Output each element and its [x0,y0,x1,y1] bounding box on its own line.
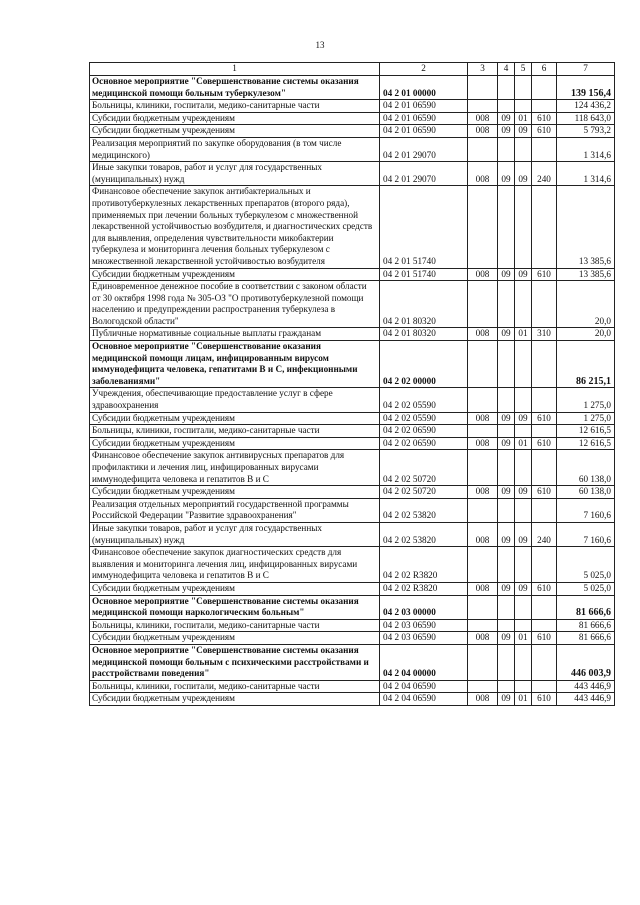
table-header-row [90,63,615,76]
row-subsection: 09 [515,268,532,281]
row-description: Реализация мероприятий по закупке оборудования (в том числе медицинского) [90,137,380,161]
row-subsection [515,137,532,161]
row-description: Основное мероприятие "Совершенствование системы оказания медицинской помощи больным туберкулезом" [90,76,380,100]
row-expense-type: 240 [532,162,557,186]
table-row [90,137,615,161]
row-section [498,595,515,619]
row-ministry: 008 [468,412,498,425]
row-section [498,680,515,693]
table-row [90,341,615,388]
row-ministry [468,137,498,161]
row-section [498,76,515,100]
row-section: 09 [498,268,515,281]
row-code: 04 2 02 05590 [380,388,468,412]
table-row [90,632,615,645]
row-code: 04 2 01 29070 [380,137,468,161]
row-expense-type: 310 [532,328,557,341]
row-code: 04 2 02 05590 [380,412,468,425]
row-code: 04 2 02 53820 [380,498,468,522]
row-amount: 1 314,6 [557,162,615,186]
row-description: Субсидии бюджетным учреждениям [90,268,380,281]
row-ministry: 008 [468,125,498,138]
row-description: Субсидии бюджетным учреждениям [90,112,380,125]
row-description: Финансовое обеспечение закупок диагностических средств для выявления и мониторинга лечения лиц, инфицированных вирусами иммунодефицита человека и гепатитов В и С [90,547,380,583]
row-ministry [468,100,498,113]
row-subsection: 09 [515,522,532,546]
row-amount: 118 643,0 [557,112,615,125]
row-expense-type [532,547,557,583]
row-subsection [515,388,532,412]
table-row [90,486,615,499]
row-subsection: 01 [515,632,532,645]
row-expense-type [532,498,557,522]
row-ministry: 008 [468,162,498,186]
row-amount: 443 446,9 [557,693,615,706]
row-code: 04 2 01 06590 [380,125,468,138]
row-expense-type [532,100,557,113]
row-code: 04 2 02 53820 [380,522,468,546]
row-amount: 12 616,5 [557,437,615,450]
row-subsection [515,341,532,388]
row-expense-type: 610 [532,437,557,450]
row-expense-type [532,595,557,619]
row-description: Субсидии бюджетным учреждениям [90,632,380,645]
row-subsection [515,498,532,522]
row-ministry: 008 [468,693,498,706]
table-row [90,162,615,186]
row-expense-type [532,450,557,486]
row-code: 04 2 04 00000 [380,644,468,680]
row-amount: 81 666,6 [557,619,615,632]
row-description: Учреждения, обеспечивающие предоставление услуг в сфере здравоохранения [90,388,380,412]
row-description: Основное мероприятие "Совершенствование системы оказания медицинской помощи наркологическим больным" [90,595,380,619]
row-section [498,547,515,583]
row-code: 04 2 03 06590 [380,632,468,645]
row-section [498,450,515,486]
row-ministry [468,76,498,100]
row-amount: 12 616,5 [557,425,615,438]
row-expense-type: 610 [532,412,557,425]
budget-table [89,62,615,706]
row-code: 04 2 02 R3820 [380,547,468,583]
row-subsection [515,595,532,619]
row-description: Реализация отдельных мероприятий государственной программы Российской Федерации "Развитие здравоохранения" [90,498,380,522]
row-subsection [515,281,532,328]
table-row [90,680,615,693]
row-ministry [468,498,498,522]
row-subsection: 09 [515,486,532,499]
row-amount: 446 003,9 [557,644,615,680]
row-amount: 443 446,9 [557,680,615,693]
row-amount: 5 793,2 [557,125,615,138]
row-code: 04 2 01 80320 [380,328,468,341]
row-code: 04 2 01 00000 [380,76,468,100]
table-row [90,450,615,486]
header-cell: 4 [498,63,515,76]
row-code: 04 2 01 06590 [380,100,468,113]
row-description: Субсидии бюджетным учреждениям [90,125,380,138]
row-code: 04 2 02 50720 [380,486,468,499]
table-row [90,619,615,632]
row-amount: 1 275,0 [557,388,615,412]
row-description: Субсидии бюджетным учреждениям [90,437,380,450]
row-section: 09 [498,632,515,645]
row-code: 04 2 02 06590 [380,437,468,450]
header-cell: 3 [468,63,498,76]
row-ministry: 008 [468,582,498,595]
row-ministry: 008 [468,268,498,281]
row-description: Единовременное денежное пособие в соответствии с законом области от 30 октября 1998 года № 305-ОЗ "О противотуберкулезной помощи населению и предупреждении распространения туберкулеза в Вологодской области" [90,281,380,328]
row-ministry [468,547,498,583]
row-subsection [515,644,532,680]
row-section: 09 [498,693,515,706]
row-description: Иные закупки товаров, работ и услуг для государственных (муниципальных) нужд [90,522,380,546]
row-expense-type: 610 [532,125,557,138]
row-expense-type [532,388,557,412]
row-expense-type: 240 [532,522,557,546]
row-description: Субсидии бюджетным учреждениям [90,412,380,425]
row-section: 09 [498,437,515,450]
row-amount: 20,0 [557,281,615,328]
row-code: 04 2 01 29070 [380,162,468,186]
table-row [90,693,615,706]
row-description: Субсидии бюджетным учреждениям [90,582,380,595]
row-ministry [468,680,498,693]
row-description: Больницы, клиники, госпитали, медико-санитарные части [90,619,380,632]
row-description: Основное мероприятие "Совершенствование системы оказания медицинской помощи больным с психическими расстройствами и расстройствами поведения" [90,644,380,680]
table-row [90,644,615,680]
row-subsection [515,450,532,486]
row-description: Больницы, клиники, госпитали, медико-санитарные части [90,425,380,438]
row-subsection: 01 [515,112,532,125]
table-row [90,328,615,341]
row-section [498,425,515,438]
row-section [498,388,515,412]
row-section [498,341,515,388]
row-expense-type [532,425,557,438]
row-code: 04 2 01 51740 [380,186,468,268]
header-cell: 6 [532,63,557,76]
row-section [498,137,515,161]
row-amount: 81 666,6 [557,595,615,619]
row-ministry [468,281,498,328]
row-section: 09 [498,486,515,499]
table-row [90,125,615,138]
row-description: Иные закупки товаров, работ и услуг для государственных (муниципальных) нужд [90,162,380,186]
row-code: 04 2 02 R3820 [380,582,468,595]
row-amount: 13 385,6 [557,186,615,268]
row-description: Публичные нормативные социальные выплаты гражданам [90,328,380,341]
row-subsection: 01 [515,328,532,341]
row-subsection: 09 [515,582,532,595]
row-expense-type: 610 [532,486,557,499]
page-number: 13 [315,40,325,50]
row-ministry [468,341,498,388]
row-section [498,100,515,113]
row-description: Финансовое обеспечение закупок антивирусных препаратов для профилактики и лечения лиц, инфицированных вирусами иммунодефицита человека и гепатитов В и С [90,450,380,486]
row-subsection: 09 [515,162,532,186]
row-expense-type: 610 [532,582,557,595]
row-amount: 7 160,6 [557,522,615,546]
row-amount: 81 666,6 [557,632,615,645]
row-ministry: 008 [468,328,498,341]
row-expense-type [532,341,557,388]
row-subsection [515,186,532,268]
row-expense-type [532,186,557,268]
row-amount: 139 156,4 [557,76,615,100]
table-row [90,76,615,100]
row-expense-type: 610 [532,268,557,281]
row-expense-type: 610 [532,112,557,125]
row-code: 04 2 03 00000 [380,595,468,619]
table-row [90,268,615,281]
row-section: 09 [498,125,515,138]
row-ministry: 008 [468,437,498,450]
row-expense-type: 610 [532,632,557,645]
row-section: 09 [498,582,515,595]
table-row [90,522,615,546]
row-subsection: 09 [515,125,532,138]
row-code: 04 2 01 80320 [380,281,468,328]
table-row [90,186,615,268]
row-description: Основное мероприятие "Совершенствование оказания медицинской помощи лицам, инфицированным вирусом иммунодефицита человека, гепатитами В и С, инфекционными заболеваниями" [90,341,380,388]
row-subsection [515,680,532,693]
row-expense-type: 610 [532,693,557,706]
row-code: 04 2 04 06590 [380,693,468,706]
row-amount: 5 025,0 [557,547,615,583]
table-row [90,498,615,522]
row-subsection: 01 [515,693,532,706]
row-subsection [515,100,532,113]
row-code: 04 2 01 51740 [380,268,468,281]
row-expense-type [532,137,557,161]
table-row [90,100,615,113]
row-amount: 86 215,1 [557,341,615,388]
row-amount: 60 138,0 [557,450,615,486]
row-amount: 7 160,6 [557,498,615,522]
table-row [90,412,615,425]
row-description: Больницы, клиники, госпитали, медико-санитарные части [90,100,380,113]
row-expense-type [532,680,557,693]
row-section [498,498,515,522]
row-section: 09 [498,112,515,125]
row-section [498,281,515,328]
header-cell: 2 [380,63,468,76]
header-cell: 5 [515,63,532,76]
row-ministry [468,186,498,268]
row-subsection: 01 [515,437,532,450]
row-ministry: 008 [468,486,498,499]
row-description: Больницы, клиники, госпитали, медико-санитарные части [90,680,380,693]
table-row [90,547,615,583]
row-ministry [468,425,498,438]
row-ministry [468,388,498,412]
table-row [90,281,615,328]
row-section [498,644,515,680]
table-row [90,425,615,438]
row-amount: 5 025,0 [557,582,615,595]
row-section: 09 [498,522,515,546]
row-code: 04 2 02 50720 [380,450,468,486]
table-row [90,437,615,450]
header-cell: 7 [557,63,615,76]
row-amount: 13 385,6 [557,268,615,281]
row-section: 09 [498,328,515,341]
row-ministry [468,619,498,632]
table-row [90,582,615,595]
row-ministry [468,595,498,619]
row-amount: 1 314,6 [557,137,615,161]
row-expense-type [532,281,557,328]
row-subsection [515,547,532,583]
row-code: 04 2 02 06590 [380,425,468,438]
row-subsection: 09 [515,412,532,425]
row-description: Субсидии бюджетным учреждениям [90,693,380,706]
row-section [498,619,515,632]
row-expense-type [532,76,557,100]
table-row [90,388,615,412]
row-ministry: 008 [468,522,498,546]
row-expense-type [532,644,557,680]
row-code: 04 2 04 06590 [380,680,468,693]
row-ministry [468,450,498,486]
table-row [90,112,615,125]
row-ministry: 008 [468,632,498,645]
row-code: 04 2 01 06590 [380,112,468,125]
row-ministry: 008 [468,112,498,125]
row-section: 09 [498,162,515,186]
row-section [498,186,515,268]
row-amount: 1 275,0 [557,412,615,425]
row-amount: 60 138,0 [557,486,615,499]
row-section: 09 [498,412,515,425]
row-amount: 20,0 [557,328,615,341]
row-ministry [468,644,498,680]
table-row [90,595,615,619]
row-subsection [515,619,532,632]
row-amount: 124 436,2 [557,100,615,113]
row-subsection [515,76,532,100]
row-subsection [515,425,532,438]
header-cell: 1 [90,63,380,76]
row-expense-type [532,619,557,632]
row-code: 04 2 03 06590 [380,619,468,632]
row-description: Субсидии бюджетным учреждениям [90,486,380,499]
row-code: 04 2 02 00000 [380,341,468,388]
row-description: Финансовое обеспечение закупок антибактериальных и противотуберкулезных лекарственных препаратов (второго ряда), применяемых при лечении больных туберкулезом с множественной лекарственной устойчивостью возбудителя, и диагностических средств для выявления, определения чувствительности микобактерии туберкулеза и мониторинга лечения больных туберкулезом с множественной лекарственной устойчивостью возбудителя [90,186,380,268]
